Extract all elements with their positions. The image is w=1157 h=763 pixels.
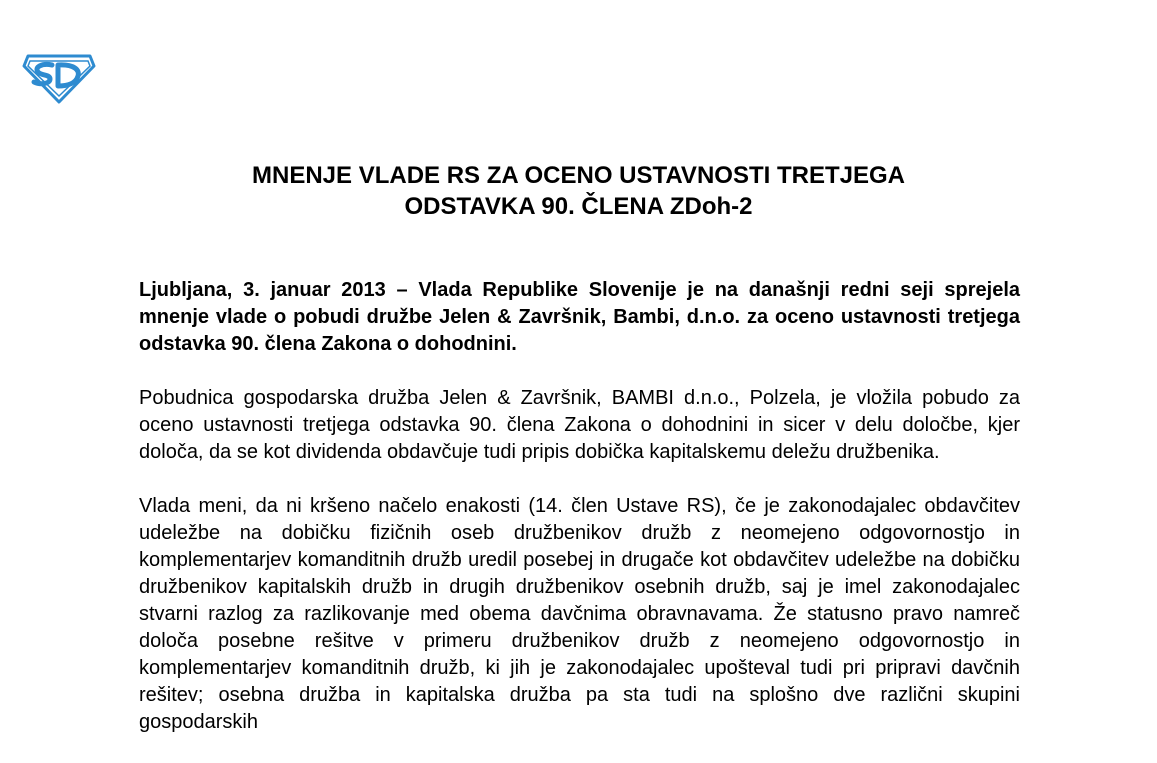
- title-line-1: MNENJE VLADE RS ZA OCENO USTAVNOSTI TRETJEGA: [252, 162, 905, 189]
- title-line-2: ODSTAVKA 90. ČLENA ZDoh-2: [404, 193, 753, 220]
- sd-logo: [22, 52, 96, 104]
- body-paragraph-2: Vlada meni, da ni kršeno načelo enakosti (14. člen Ustave RS), če je zakonodajalec obdavčitev udeležbe na dobičku fizičnih oseb družbenikov družb z neomejeno odgovornostjo in komplementarjev komanditnih družb uredil posebej in drugače kot obdavčitev udeležbe na dobičku družbenikov kapitalskih družb in drugih družbenikov osebnih družb, saj je imel zakonodajalec stvarni razlog za razlikovanje med obema davčnima obravnavama. Že statusno pravo namreč določa posebne rešitve v primeru družbenikov družb z neomejeno odgovornostjo in komplementarjev komanditnih družb, ki jih je zakonodajalec upošteval tudi pri pripravi davčnih rešitev; osebna družba in kapitalska družba pa sta tudi na splošno dve različni skupini gospodarskih: [139, 495, 1020, 733]
- document-body: [139, 277, 1020, 763]
- body-paragraph-1: Pobudnica gospodarska družba Jelen & Završnik, BAMBI d.n.o., Polzela, je vložila pobudo za oceno ustavnosti tretjega odstavka 90. člena Zakona o dohodnini in sicer v delu določbe, kjer določa, da se kot dividenda obdavčuje tudi pripis dobička kapitalskemu deležu družbenika.: [139, 387, 1020, 463]
- page-title: [0, 160, 1157, 222]
- lead-paragraph: Ljubljana, 3. januar 2013 – Vlada Republike Slovenije je na današnji redni seji sprejela mnenje vlade o pobudi družbe Jelen & Završnik, Bambi, d.n.o. za oceno ustavnosti tretjega odstavka 90. člena Zakona o dohodnini.: [139, 279, 1020, 355]
- sd-shield-logo-icon: [22, 52, 96, 104]
